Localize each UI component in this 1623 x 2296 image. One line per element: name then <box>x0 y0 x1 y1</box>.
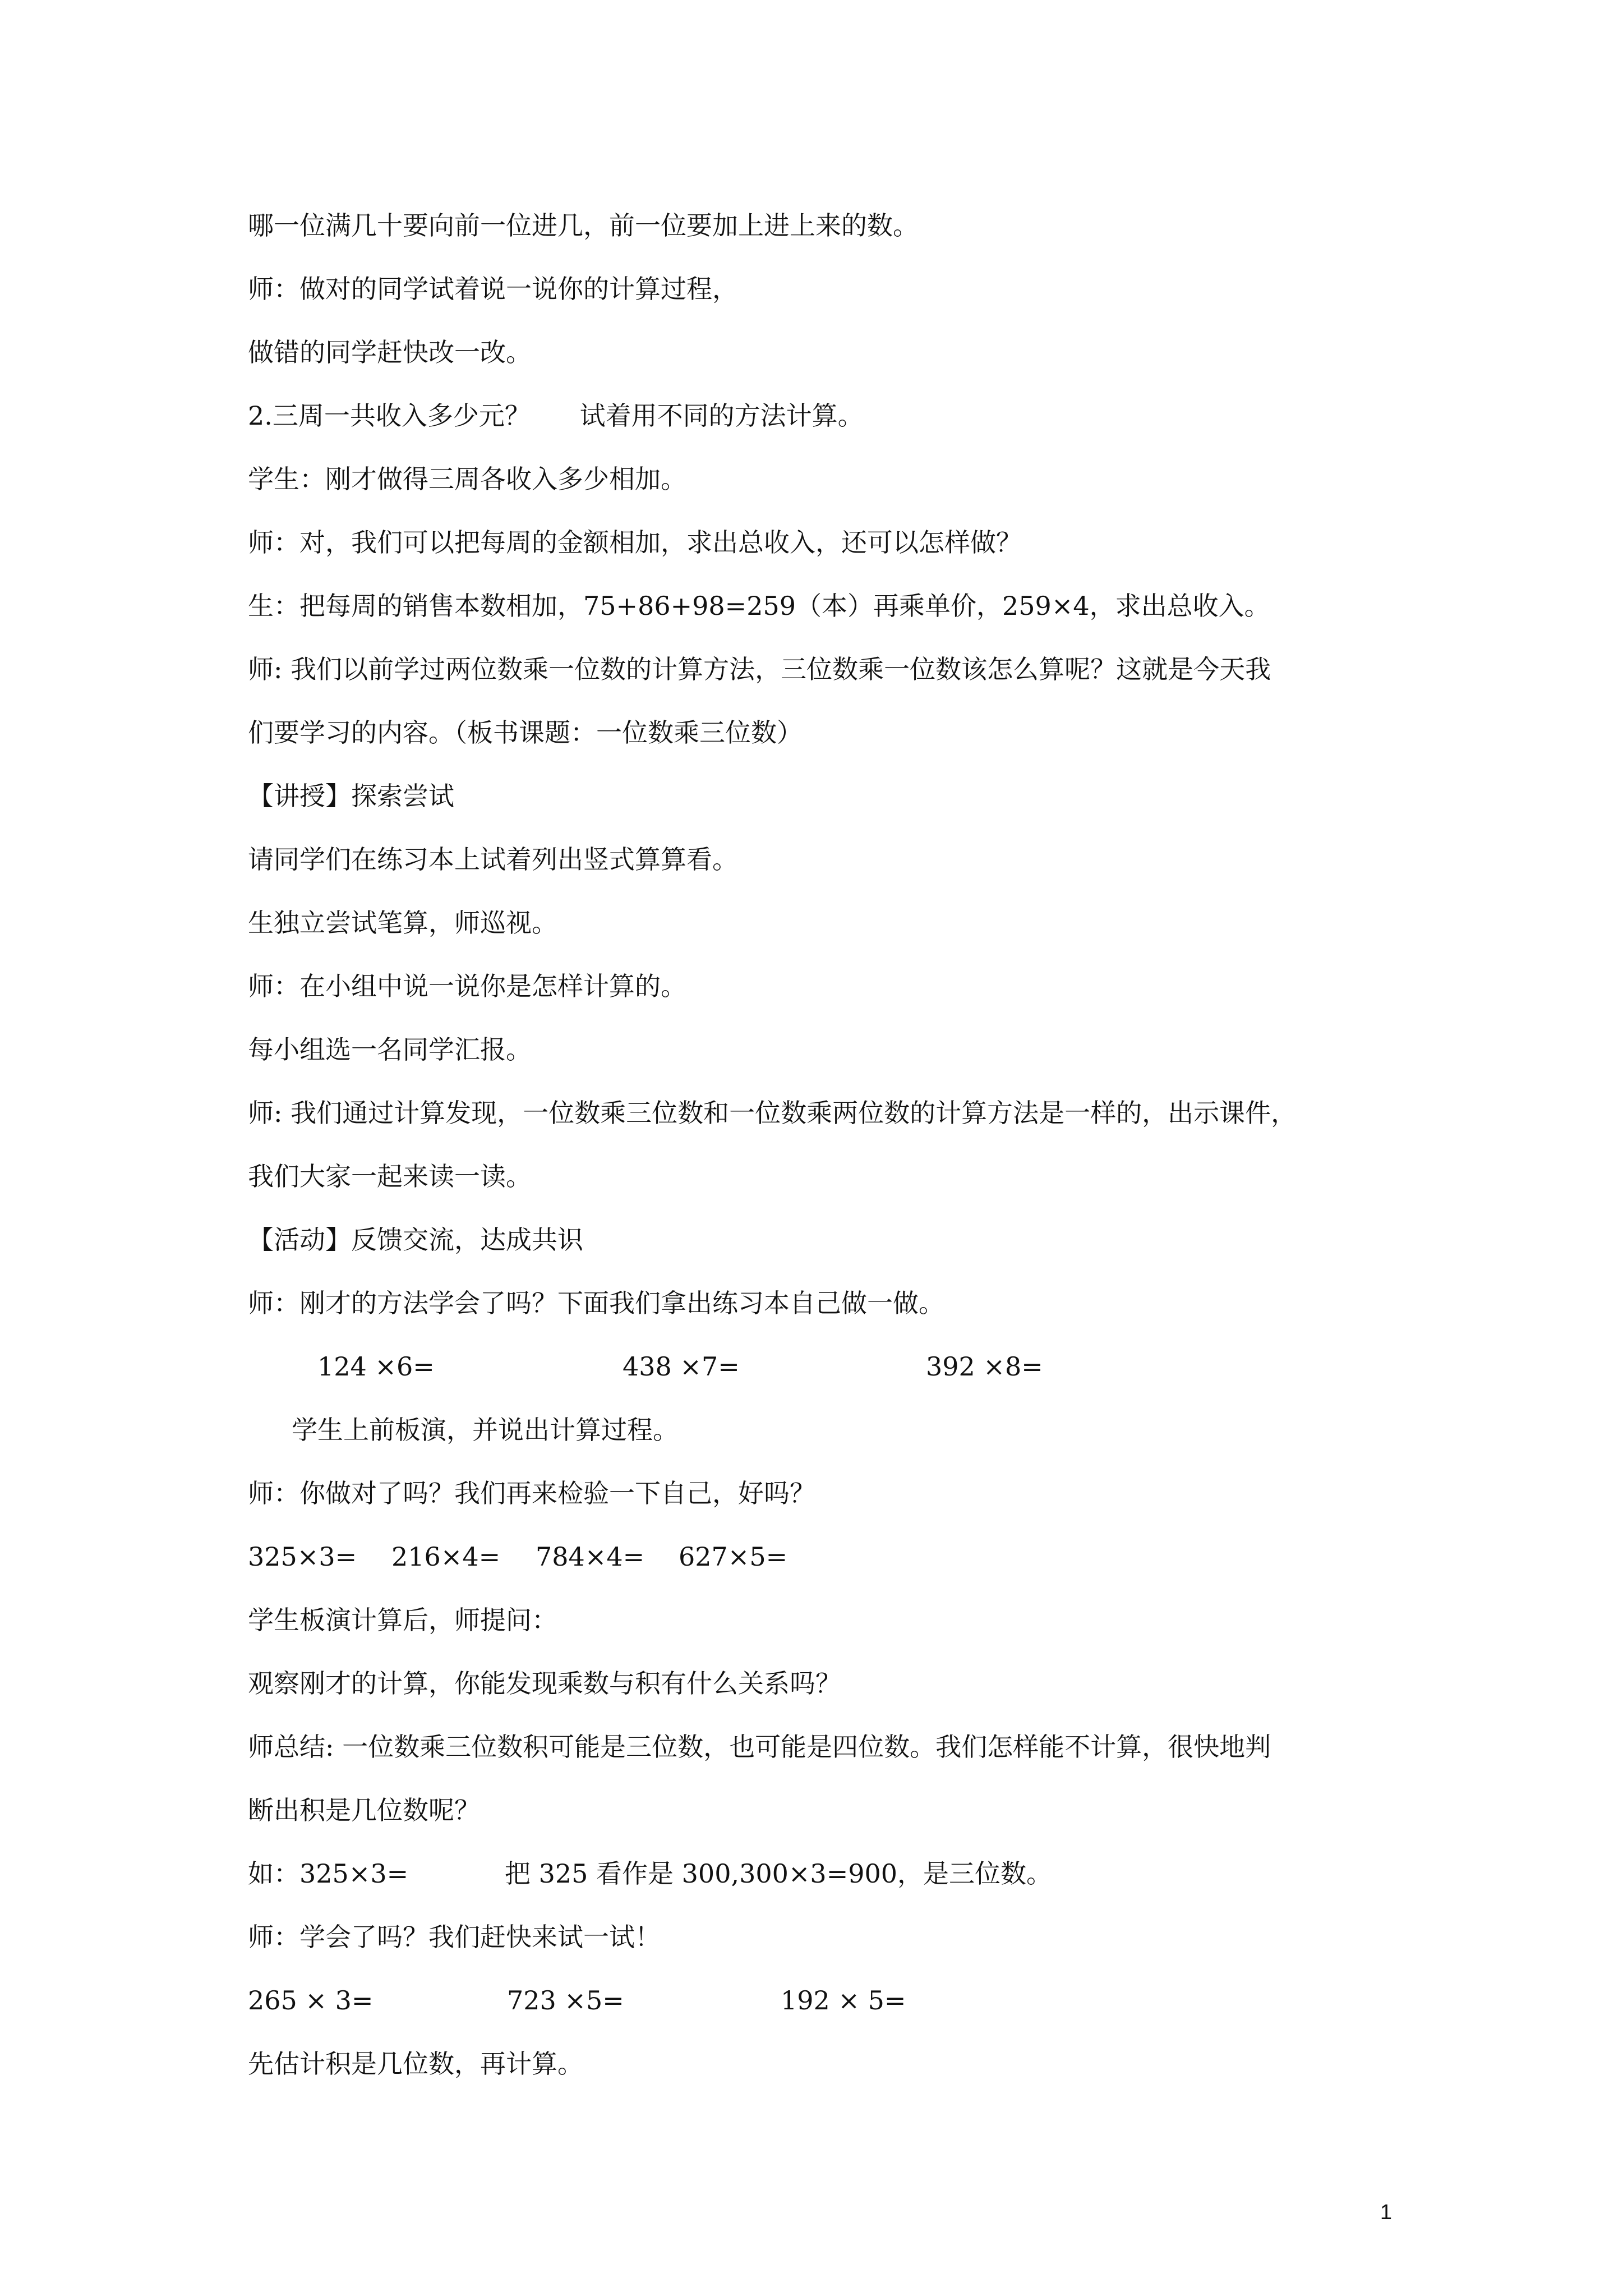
exercise-item: 723 ×5= <box>507 1985 624 2016</box>
exercise-item: 216×4= <box>391 1542 501 1572</box>
text-line: 2.三周一共收入多少元？ 试着用不同的方法计算。 <box>248 401 864 431</box>
example-text: 把 325 看作是 300,300×3=900，是三位数。 <box>505 1858 1053 1889</box>
exercise-item: 325×3= <box>248 1542 357 1572</box>
text-line: 做错的同学赶快改一改。 <box>248 337 532 367</box>
text-line: 观察刚才的计算，你能发现乘数与积有什么关系吗？ <box>248 1668 841 1699</box>
exercise-item: 784×4= <box>536 1542 645 1572</box>
text-line: 每小组选一名同学汇报。 <box>248 1034 532 1065</box>
text-line: 先估计积是几位数，再计算。 <box>248 2049 583 2079</box>
exercise-item: 627×5= <box>679 1542 788 1572</box>
text-line: 师：刚才的方法学会了吗？下面我们拿出练习本自己做一做。 <box>248 1288 944 1318</box>
text-line: 师: 我们以前学过两位数乘一位数的计算方法，三位数乘一位数该怎么算呢？这就是今天我 <box>248 654 1271 684</box>
text-line: 学生：刚才做得三周各收入多少相加。 <box>248 464 686 494</box>
text-line: 师：对，我们可以把每周的金额相加，求出总收入，还可以怎样做？ <box>248 527 1022 558</box>
section-heading: 【活动】反馈交流，达成共识 <box>248 1225 583 1255</box>
text-line: 师: 我们通过计算发现，一位数乘三位数和一位数乘两位数的计算方法是一样的，出示课件， <box>248 1098 1297 1128</box>
exercise-item: 392 ×8= <box>926 1351 1043 1382</box>
example-label: 如：325×3= <box>248 1858 409 1889</box>
text-line: 师：在小组中说一说你是怎样计算的。 <box>248 971 686 1001</box>
text-line: 学生板演计算后，师提问： <box>248 1605 557 1635</box>
text-line: 师：学会了吗？我们赶快来试一试！ <box>248 1922 661 1952</box>
text-line: 们要学习的内容。（板书课题：一位数乘三位数） <box>248 717 803 748</box>
page-number: 1 <box>1380 2201 1392 2224</box>
text-line: 生：把每周的销售本数相加，75+86+98=259（本）再乘单价，259×4，求出总收入。 <box>248 591 1270 621</box>
text-line: 我们大家一起来读一读。 <box>248 1161 532 1191</box>
section-heading: 【讲授】探索尝试 <box>248 781 454 811</box>
exercise-item: 265 × 3= <box>248 1985 374 2016</box>
text-line: 师总结: 一位数乘三位数积可能是三位数，也可能是四位数。我们怎样能不计算，很快地判 <box>248 1732 1271 1762</box>
exercise-item: 438 ×7= <box>623 1351 740 1382</box>
text-line: 哪一位满几十要向前一位进几，前一位要加上进上来的数。 <box>248 210 919 241</box>
exercise-item: 192 × 5= <box>781 1985 906 2016</box>
text-line: 师：做对的同学试着说一说你的计算过程， <box>248 274 738 304</box>
text-line: 学生上前板演，并说出计算过程。 <box>292 1415 679 1445</box>
exercise-item: 124 ×6= <box>317 1351 435 1382</box>
text-line: 生独立尝试笔算，师巡视。 <box>248 908 557 938</box>
text-line: 请同学们在练习本上试着列出竖式算算看。 <box>248 844 738 875</box>
text-line: 师：你做对了吗？我们再来检验一下自己，好吗？ <box>248 1478 815 1508</box>
text-line: 断出积是几位数呢？ <box>248 1795 480 1825</box>
